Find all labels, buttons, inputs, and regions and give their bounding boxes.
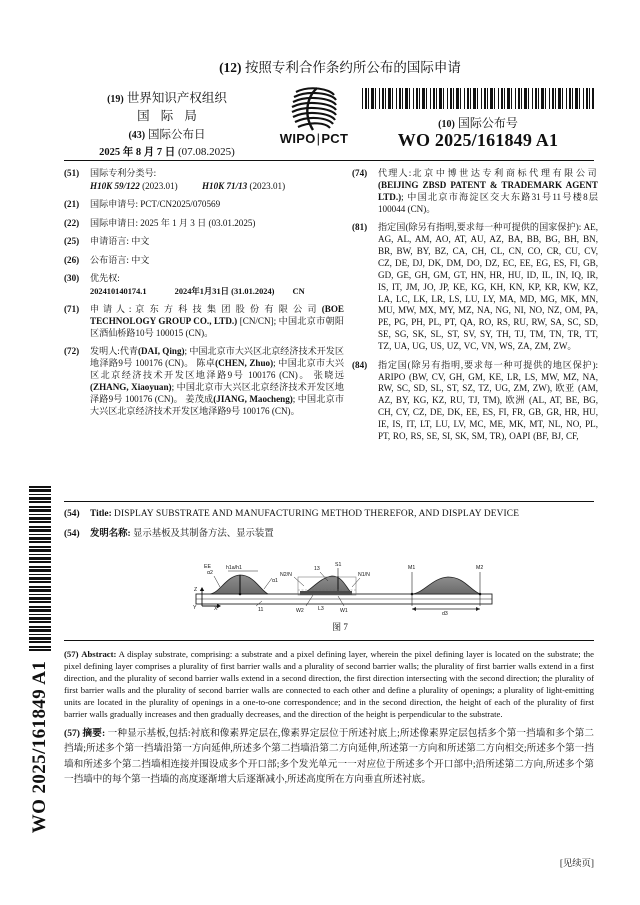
figure-label-x: X bbox=[214, 606, 218, 612]
figure-label-alpha1: α1 bbox=[272, 578, 278, 584]
publication-barcode bbox=[362, 88, 594, 109]
ipc-version-2: (2023.01) bbox=[249, 180, 286, 191]
designated-regions-list: ARIPO (BW, CV, GH, GM, KE, LR, LS, MW, MZ, NA, RW, SC, SD, SL, ST, SZ, TZ, UG, ZM, ZW), 欧亚 (AM, AZ, BY, KG, KZ, RU, TJ, TM), 欧洲 (AL, AT, BE, BG, CH, CY, CZ, DE, DK, EE, ES, FI, FR, GB, GR, HR, HU, IE, IS, IT, LT, LU, LV, MC, ME, MK, MT, NL, NO, PL, PT, RO, RS, SE, SI, SK, SM, TR), OAPI (BF, BJ, CF, bbox=[378, 371, 598, 442]
code-57-en: (57) bbox=[64, 649, 79, 659]
code-10: (10) bbox=[438, 119, 455, 130]
abstract-text-zh: 一种显示基板,包括:衬底和像素界定层在,像素界定层位于所述衬底上;所述像素界定层包括多个第一挡墙和多个第二挡墙;所述多个第一挡墙沿第一方向延伸,所述多个第二挡墙沿第二方向延伸,所述第一方向和所述第二方向相交;所述多个第一挡墙和所述多个第二挡墙相连接并围设成多个开口部;多个发光单元一一对应位于所述多个开口部中;沿所述第二方向,所述多个第一挡墙中的每个第一挡墙的高度逐渐增大后逐渐减小,所述高度所在方向垂直所述衬底。 bbox=[64, 728, 595, 786]
field-code: (25) bbox=[64, 236, 80, 247]
field-code: (81) bbox=[352, 222, 368, 233]
inventor-name-latin: (CHEN, Zhuo) bbox=[215, 358, 274, 369]
wipo-logo bbox=[268, 86, 360, 150]
designated-states-list: AE, AG, AL, AM, AO, AT, AU, AZ, BA, BB, BG, BH, BN, BR, BW, BY, BZ, CA, CH, CL, CN, CO, CR, CU, CV, CZ, DE, DJ, DK, DM, DO, DZ, EC, EE, EG, ES, FI, GB, GD, GE, GH, GM, GT, HN, HR, HU, ID, IL, IN, IQ, IR, IS, IT, JM, JO, JP, KE, KG, KH, KN, KP, KR, KW, KZ, LA, LC, LK, LR, LS, LU, LY, MA, MD, MG, MK, MN, MU, MW, MX, MY, MZ, NA, NG, NI, NO, NZ, OM, PA, PE, PG, PH, PL, PT, QA, RO, RS, RU, RW, SA, SC, SD, SE, SG, SK, SL, ST, SV, SY, TH, TJ, TM, TN, TR, TT, TZ, UA, UG, US, UZ, VC, VN, WS, ZA, ZM, ZW。 bbox=[378, 222, 598, 352]
pubdate-value: 2025 年 8 月 7 日 bbox=[99, 147, 176, 158]
priority-number: 202410140174.1 bbox=[90, 286, 147, 296]
title-key-en: Title: bbox=[90, 509, 112, 519]
inventor-name: 张晓远 bbox=[313, 370, 344, 381]
field-label: 国际申请号: bbox=[90, 199, 138, 210]
org-line-1: 世界知识产权组织 bbox=[126, 91, 227, 105]
header-12-text: 按照专利合作条约所公布的国际申请 bbox=[244, 60, 461, 75]
field-label: 指定国(除另有指明,要求每一种可提供的国家保护): bbox=[378, 222, 582, 233]
figure-label-w1: W1 bbox=[340, 608, 348, 614]
field-code: (22) bbox=[64, 217, 80, 228]
field-value: PCT/CN2025/070569 bbox=[140, 199, 221, 210]
inventor-address: ; 中国北京市大兴区北京经济技术开发区地泽路9号 100176 (CN)。 bbox=[90, 346, 344, 369]
bibliographic-right-column bbox=[352, 168, 598, 443]
wipo-text: WIPO bbox=[279, 131, 316, 146]
field-value: 中文 bbox=[131, 236, 150, 247]
abstract-chinese bbox=[64, 726, 594, 788]
inventor-address: ; 中国北京市大兴区北京经济技术开发区地泽路9号 100176 (CN)。 bbox=[90, 358, 344, 381]
rule-abstract-top bbox=[64, 640, 594, 641]
agent-address: ; 中国北京市海淀区交大东路31号11号楼8层 100044 (CN)。 bbox=[378, 191, 598, 214]
header-line-12 bbox=[120, 56, 560, 76]
abstract-english bbox=[64, 648, 594, 721]
field-applicant bbox=[64, 304, 344, 340]
inventor-address: ; 中国北京市大兴区北京经济技术开发区地泽路9号 100176 (CN)。 bbox=[90, 382, 344, 405]
title-row-en bbox=[64, 508, 594, 521]
figure-label-n1n: N1/N bbox=[358, 572, 370, 578]
field-label: 申请人: bbox=[90, 304, 132, 315]
agent-name-latin: (BEIJING ZBSD PATENT & TRADEMARK AGENT LTD.) bbox=[378, 179, 598, 202]
figure-label-n2n: N2/N bbox=[280, 572, 292, 578]
title-text-zh: 显示基板及其制备方法、显示装置 bbox=[132, 529, 274, 539]
inventor-address: ; 中国北京市大兴区北京经济技术开发区地泽路9号 100176 (CN)。 bbox=[90, 394, 344, 416]
pubnum-label: 国际公布号 bbox=[457, 116, 518, 130]
field-code: (74) bbox=[352, 168, 368, 178]
applicant-address: [CN/CN]; 中国北京市朝阳区酒仙桥路10号 100015 (CN)。 bbox=[90, 316, 344, 339]
field-value: 中文 bbox=[131, 254, 150, 265]
pct-text: PCT bbox=[321, 131, 349, 146]
figure-label-13: 13 bbox=[314, 566, 320, 572]
field-designated-regions bbox=[352, 360, 598, 443]
field-application-number bbox=[64, 199, 344, 211]
inventor-name-latin: (JIANG, Maocheng) bbox=[213, 394, 293, 405]
header-org-block bbox=[72, 90, 262, 125]
inventor-name-latin: (ZHANG, Xiaoyuan) bbox=[90, 382, 172, 393]
field-application-date bbox=[64, 218, 344, 230]
header-pubdate-block bbox=[72, 127, 262, 161]
figure-caption: 图 7 bbox=[332, 622, 348, 632]
title-band bbox=[64, 508, 594, 548]
rule-top bbox=[64, 160, 594, 161]
code-57-zh: (57) bbox=[64, 728, 80, 739]
inventor-name: 代青 bbox=[119, 346, 139, 357]
inventor-name: 陈卓 bbox=[196, 358, 216, 369]
pubnum-label-row bbox=[362, 114, 594, 131]
title-row-zh bbox=[64, 528, 594, 541]
title-key-zh: 发明名称: bbox=[90, 529, 131, 539]
bibliographic-left-column bbox=[64, 168, 344, 418]
field-code: (71) bbox=[64, 304, 80, 315]
field-label: 发明人: bbox=[90, 346, 120, 357]
field-priority bbox=[64, 273, 344, 298]
field-filing-language bbox=[64, 236, 344, 248]
field-code: (26) bbox=[64, 254, 80, 265]
field-label: 国际专利分类号: bbox=[90, 168, 157, 178]
field-code: (72) bbox=[64, 346, 80, 357]
ipc-symbol-2: H10K 71/13 bbox=[201, 180, 248, 191]
field-label: 公布语言: bbox=[90, 254, 129, 265]
field-inventors bbox=[64, 346, 344, 417]
figure-label-ee: EE bbox=[204, 564, 211, 570]
code-54-en: (54) bbox=[64, 509, 80, 519]
abstract-key-zh: 摘要: bbox=[82, 728, 106, 739]
code-19: (19) bbox=[107, 94, 124, 105]
field-label: 国际申请日: bbox=[90, 217, 138, 228]
figure-label-w2: W2 bbox=[296, 608, 304, 614]
title-text-en: DISPLAY SUBSTRATE AND MANUFACTURING METHOD THEREFOR, AND DISPLAY DEVICE bbox=[114, 509, 520, 519]
ipc-symbol-1: H10K 59/122 bbox=[90, 180, 140, 191]
figure-label-m2: M2 bbox=[476, 565, 484, 571]
field-code: (21) bbox=[64, 199, 80, 210]
figure-label-y: Y bbox=[193, 605, 197, 611]
figure-7-drawing bbox=[180, 560, 500, 622]
side-strip bbox=[18, 486, 64, 886]
abstract-key-en: Abstract: bbox=[81, 649, 117, 659]
figure-7 bbox=[180, 560, 500, 638]
field-designated-states bbox=[352, 222, 598, 353]
priority-date: 2024年1月31日 (31.01.2024) bbox=[174, 286, 275, 296]
code-12: (12) bbox=[219, 60, 242, 75]
abstract-text-en: A display substrate, comprising: a substrate and a pixel defining layer, wherein the pixel defining layer is located on the substrate; the pixel defining layer comprises a plurality of first barrier walls and a plurality of second barrier walls; the plurality of first barrier walls extend in a first direction, and the plurality of second barrier walls extend in a second direction, the first direction intersecting with the second direction; the plurality of first barrier walls and the plurality of second barrier walls are connected to each other and define a plurality of openings; a plurality of light-emitting units are located in the plurality of openings in a one-to-one correspondence; and in the second direction, the height of each of the plurality of first barrier walls gradually increases and then gradually decreases, and the direction of the height is perpendicular to the substrate. bbox=[64, 649, 594, 720]
field-agent bbox=[352, 168, 598, 216]
code-54-zh: (54) bbox=[64, 529, 80, 539]
code-43: (43) bbox=[128, 130, 146, 141]
figure-label-alpha2: α2 bbox=[207, 570, 213, 576]
field-label: 申请语言: bbox=[90, 236, 129, 247]
field-code: (51) bbox=[64, 168, 80, 178]
field-label: 指定国(除另有指明,要求每一种可提供的地区保护): bbox=[378, 359, 598, 370]
inventor-name: 姜茂成 bbox=[185, 394, 214, 405]
rule-title-top bbox=[64, 501, 594, 502]
pubdate-paren: (07.08.2025) bbox=[178, 146, 235, 158]
applicant-name: 京东方科技集团股份有限公司 bbox=[131, 304, 322, 315]
field-publication-language bbox=[64, 255, 344, 267]
applicant-name-latin: (BOE TECHNOLOGY GROUP CO., LTD.) bbox=[90, 304, 344, 327]
priority-country: CN bbox=[292, 286, 305, 296]
wipo-wordmark bbox=[268, 131, 360, 146]
figure-label-h1a-h1: h1a/h1 bbox=[226, 565, 242, 571]
org-line-2: 国 际 局 bbox=[137, 109, 201, 123]
figure-label-z: Z bbox=[194, 587, 198, 593]
continuation-note: [见续页] bbox=[559, 859, 594, 869]
field-value: 2025 年 1 月 3 日 (03.01.2025) bbox=[140, 217, 256, 228]
side-barcode bbox=[29, 486, 51, 651]
figure-label-s1: S1 bbox=[335, 562, 342, 568]
ipc-version-1: (2023.01) bbox=[142, 180, 178, 191]
agent-name: 北京中博世达专利商标代理有限公司 bbox=[411, 168, 598, 178]
wipo-globe-icon bbox=[286, 86, 342, 132]
publication-number: WO 2025/161849 A1 bbox=[397, 130, 559, 150]
field-code: (30) bbox=[64, 272, 80, 283]
pubdate-label: 国际公布日 bbox=[148, 129, 206, 141]
field-label: 优先权: bbox=[90, 272, 120, 283]
field-label: 代理人: bbox=[378, 168, 412, 178]
figure-label-d3: d3 bbox=[442, 611, 448, 617]
wipo-separator: | bbox=[316, 131, 321, 146]
inventor-name-latin: (DAI, Qing) bbox=[138, 346, 185, 357]
field-ipc bbox=[64, 168, 344, 193]
figure-label-m1: M1 bbox=[408, 565, 416, 571]
figure-label-l3: L3 bbox=[318, 606, 324, 612]
figure-label-11: 11 bbox=[258, 607, 264, 613]
field-code: (84) bbox=[352, 359, 368, 370]
side-publication-number: WO 2025/161849 A1 bbox=[29, 660, 50, 834]
